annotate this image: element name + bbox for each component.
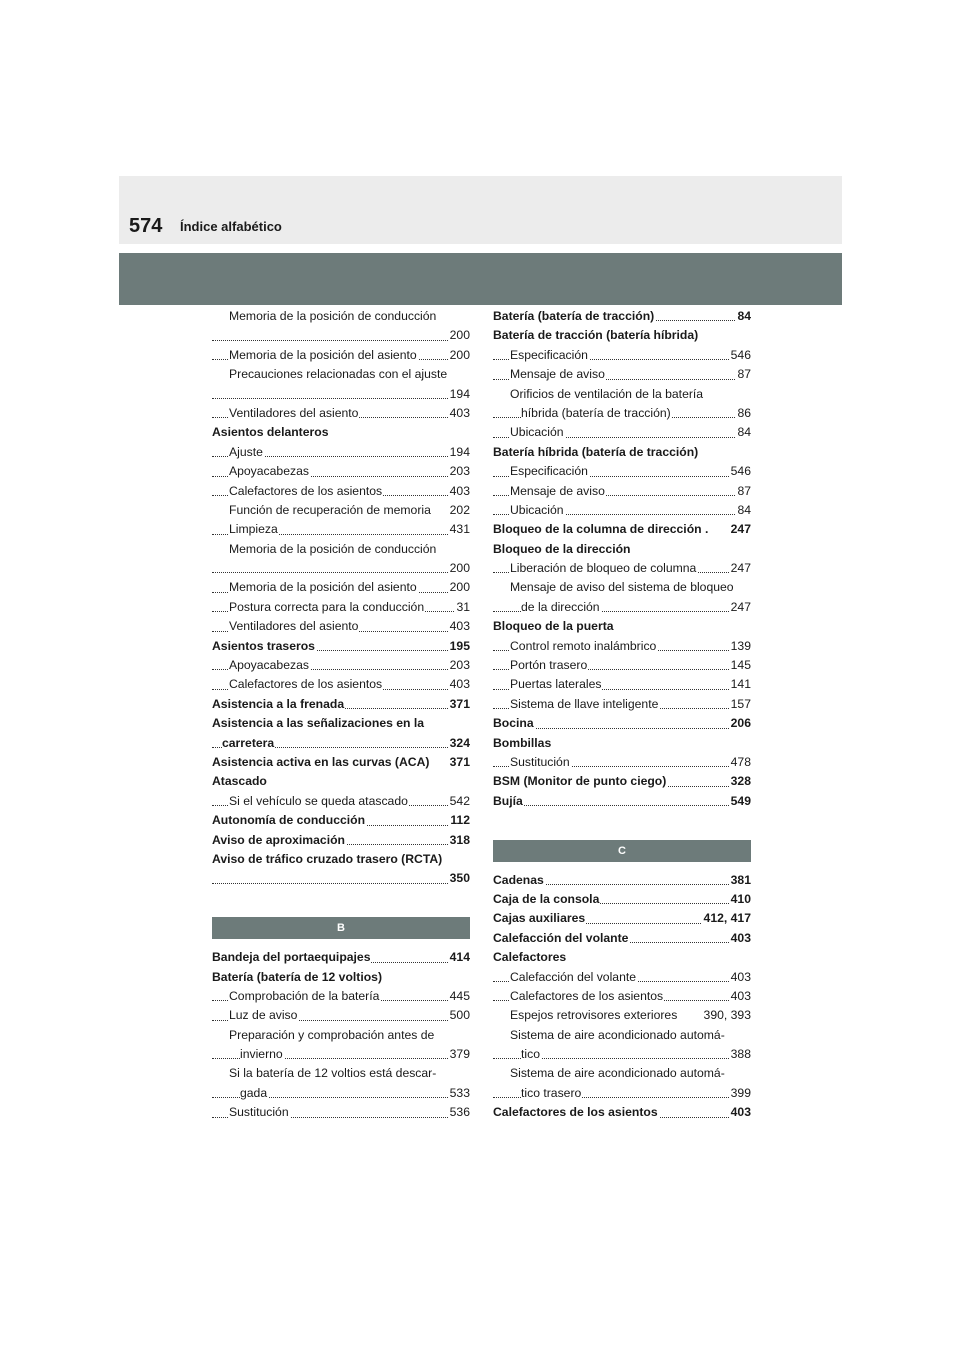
index-entry	[212, 385, 470, 404]
index-column-left	[212, 307, 470, 1123]
index-entry-page: 388	[729, 1045, 751, 1064]
index-entry-page: 381	[729, 871, 751, 890]
index-entry-page: 431	[448, 520, 470, 539]
index-entry-page: 203	[448, 656, 470, 675]
index-entry	[493, 1084, 751, 1103]
index-entry-page: 403	[448, 675, 470, 694]
index-entry	[493, 1006, 751, 1025]
index-entry-text: Luz de aviso	[229, 1008, 298, 1023]
index-entry-page: 31	[454, 598, 470, 617]
index-entry	[493, 540, 751, 559]
index-entry	[212, 734, 470, 753]
index-entry-page: 403	[729, 968, 751, 987]
index-entry	[493, 520, 751, 539]
section-title: Índice alfabético	[180, 219, 282, 234]
index-entry-text: Aviso de aproximación	[212, 832, 345, 847]
index-entry-text: gada	[240, 1085, 268, 1100]
index-entry-page: 247	[729, 598, 751, 617]
index-entry-text: Calefactores	[493, 950, 567, 965]
index-entry	[493, 443, 751, 462]
index-entry-page: 157	[729, 695, 751, 714]
index-entry	[212, 404, 470, 423]
index-entry	[212, 948, 470, 967]
index-entry-text: Orificios de ventilación de la batería	[510, 386, 704, 401]
index-entry-text: Sustitución	[229, 1105, 289, 1120]
index-entry-page: 542	[448, 792, 470, 811]
index-entry	[212, 968, 470, 987]
index-entry	[212, 598, 470, 617]
index-entry-page: 200	[448, 578, 470, 597]
index-entry	[493, 365, 751, 384]
index-entry-page: 112	[448, 811, 470, 830]
index-entry-page: 200	[448, 326, 470, 345]
index-entry-text: Apoyacabezas	[229, 464, 309, 479]
index-entry-text: Calefacción del volante	[510, 969, 637, 984]
index-entry	[493, 423, 751, 442]
index-entry	[212, 559, 470, 578]
index-entry-text: Mensaje de aviso	[510, 367, 605, 382]
index-entry-text: Ubicación	[510, 425, 564, 440]
index-entry-page: 412, 417	[702, 909, 751, 928]
index-entry-text: de la dirección	[521, 599, 600, 614]
index-entry	[493, 909, 751, 928]
index-entry-text: tico	[521, 1047, 540, 1062]
index-entry-page: 371	[448, 695, 470, 714]
index-entry	[493, 695, 751, 714]
index-entry	[212, 753, 470, 772]
index-entry	[212, 540, 470, 559]
index-entry-text: Calefactores de los asientos	[493, 1105, 658, 1120]
index-entry-text: Bombillas	[493, 735, 552, 750]
index-entry-page: 87	[735, 365, 751, 384]
index-entry-page: 84	[735, 307, 751, 326]
index-entry-text: Control remoto inalámbrico	[510, 638, 657, 653]
index-entry	[212, 792, 470, 811]
index-entry	[212, 462, 470, 481]
index-entry-text: Ventiladores del asiento	[229, 619, 359, 634]
index-entry-page: 403	[448, 482, 470, 501]
index-entry-page: 206	[729, 714, 751, 733]
index-entry-page: 549	[729, 792, 751, 811]
index-entry-text: Cadenas	[493, 872, 544, 887]
index-entry	[493, 656, 751, 675]
dot-leader	[212, 883, 470, 884]
index-entry	[493, 462, 751, 481]
index-entry	[493, 501, 751, 520]
index-entry-text: Puertas laterales	[510, 677, 602, 692]
page-number: 574	[129, 215, 163, 237]
index-entry-text	[240, 561, 241, 575]
index-entry-page: 403	[448, 617, 470, 636]
index-entry	[493, 890, 751, 909]
index-entry-text: Batería de tracción (batería híbrida)	[493, 328, 699, 343]
index-entry-text: Caja de la consola	[493, 891, 600, 906]
index-entry	[493, 637, 751, 656]
index-entry-page: 399	[729, 1084, 751, 1103]
index-entry	[493, 617, 751, 636]
index-entry-text: Portón trasero	[510, 658, 588, 673]
index-entry	[493, 307, 751, 326]
index-entry	[493, 792, 751, 811]
index-entry-text: Aviso de tráfico cruzado trasero (RCTA)	[212, 851, 443, 866]
index-entry	[212, 520, 470, 539]
index-entry	[493, 559, 751, 578]
index-column-right	[493, 307, 751, 1123]
index-entry-page: 194	[448, 443, 470, 462]
spacer	[493, 811, 751, 830]
index-entry	[493, 772, 751, 791]
index-entry-page: 445	[448, 987, 470, 1006]
index-entry	[493, 1045, 751, 1064]
index-entry-text: Limpieza	[229, 522, 278, 537]
index-entry-text: Calefactores de los asientos	[229, 483, 383, 498]
index-entry	[212, 1103, 470, 1122]
index-entry-text: Sistema de llave inteligente	[510, 696, 659, 711]
index-entry	[493, 578, 751, 597]
index-entry-page: 200	[448, 346, 470, 365]
index-entry-text: Asientos traseros	[212, 638, 315, 653]
index-entry-text: Asientos delanteros	[212, 425, 329, 440]
index-entry-page: 202	[448, 501, 470, 520]
letter-heading-b: B	[212, 917, 470, 939]
index-entry-text: Sistema de aire acondicionado automá-	[510, 1066, 725, 1081]
index-entry	[493, 326, 751, 345]
index-entry-page: 247	[729, 520, 751, 539]
index-entry-text: Especificación	[510, 464, 588, 479]
index-entry-text: Ubicación	[510, 502, 564, 517]
index-entry-page: 478	[729, 753, 751, 772]
index-entry-text: Apoyacabezas	[229, 658, 309, 673]
index-entry-text: Si la batería de 12 voltios está descar-	[229, 1066, 437, 1081]
index-entry	[493, 1026, 751, 1045]
index-entry-text: Calefacción del volante	[493, 930, 629, 945]
index-entry-text: Bloqueo de la puerta	[493, 619, 614, 634]
index-entry-page: 546	[729, 462, 751, 481]
index-entry-text: Calefactores de los asientos	[229, 677, 383, 692]
dot-leader	[212, 340, 470, 341]
index-entry-page: 403	[729, 1103, 751, 1122]
index-entry-text: Bocina	[493, 716, 534, 731]
index-entry	[493, 482, 751, 501]
index-entry-text: Comprobación de la batería	[229, 988, 380, 1003]
index-entry-text: Mensaje de aviso del sistema de bloqueo	[510, 580, 734, 595]
index-entry-page: 84	[735, 423, 751, 442]
index-entry-text: Bujía	[493, 793, 523, 808]
index-entry-page: 324	[448, 734, 470, 753]
index-entry-page: 194	[448, 385, 470, 404]
dot-leader	[212, 398, 470, 399]
spacer	[212, 889, 470, 908]
index-entry-text: Liberación de bloqueo de columna	[510, 561, 697, 576]
index-entry-page: 195	[448, 637, 470, 656]
index-entry-text: BSM (Monitor de punto ciego)	[493, 774, 667, 789]
index-entry-text: Asistencia a la frenada	[212, 696, 345, 711]
dot-leader	[212, 572, 470, 573]
index-entry-text	[240, 387, 241, 401]
index-entry	[493, 734, 751, 753]
header-gray-band	[119, 253, 842, 305]
index-entry-page: 84	[735, 501, 751, 520]
index-entry-page: 403	[729, 987, 751, 1006]
dot-leader	[493, 805, 751, 806]
index-entry	[493, 1064, 751, 1083]
index-entry	[493, 753, 751, 772]
index-entry-page: 533	[448, 1084, 470, 1103]
index-entry	[212, 850, 470, 869]
index-entry	[212, 346, 470, 365]
index-entry-text: Batería (batería de 12 voltios)	[212, 969, 383, 984]
index-entry-text: Asistencia activa en las curvas (ACA)	[212, 754, 430, 769]
index-entry-text: Bandeja del portaequipajes	[212, 950, 371, 965]
index-entry	[212, 501, 470, 520]
index-entry-text: Calefactores de los asientos	[510, 988, 664, 1003]
index-entry-text: Función de recuperación de memoria	[229, 502, 431, 517]
index-entry-page: 328	[729, 772, 751, 791]
index-entry-text	[222, 871, 223, 885]
index-entry-page: 86	[735, 404, 751, 423]
index-entry-page: 379	[448, 1045, 470, 1064]
index-entry-text: Memoria de la posición de conducción	[229, 309, 437, 323]
index-entry-text: Autonomía de conducción	[212, 813, 366, 828]
index-entry-page: 139	[729, 637, 751, 656]
index-entry-page: 318	[448, 831, 470, 850]
index-entry	[212, 307, 470, 326]
index-entry-text: Ventiladores del asiento	[229, 405, 359, 420]
index-entry	[493, 714, 751, 733]
index-entry	[212, 578, 470, 597]
index-entry-text: Memoria de la posición de conducción	[229, 541, 437, 556]
index-entry-text: Cajas auxiliares	[493, 911, 586, 926]
index-entry-text: Atascado	[212, 774, 267, 789]
index-entry-text: Si el vehículo se queda atascado	[229, 793, 408, 808]
index-entry-page: 141	[729, 675, 751, 694]
index-entry	[493, 871, 751, 890]
index-entry-text: Sustitución	[510, 754, 570, 769]
index-entry-page: 403	[729, 929, 751, 948]
index-entry-page: 371	[448, 753, 470, 772]
index-entry	[212, 714, 470, 733]
index-entry	[212, 365, 470, 384]
index-entry	[493, 929, 751, 948]
index-entry	[212, 811, 470, 830]
index-entry	[493, 385, 751, 404]
index-entry-page: 536	[448, 1103, 470, 1122]
index-entry	[493, 346, 751, 365]
index-entry-page: 203	[448, 462, 470, 481]
index-entry	[493, 968, 751, 987]
index-entry-text: híbrida (batería de tracción)	[521, 405, 671, 420]
index-entry-text: Preparación y comprobación antes de	[229, 1027, 435, 1042]
index-entry	[212, 1064, 470, 1083]
index-entry-text: Memoria de la posición del asiento	[229, 347, 417, 362]
index-entry-text: invierno	[240, 1047, 283, 1062]
index-entry	[212, 869, 470, 888]
index-entry-page: 350	[448, 869, 470, 888]
index-entry	[493, 404, 751, 423]
index-entry-page: 546	[729, 346, 751, 365]
index-entry	[212, 423, 470, 442]
index-entry	[493, 987, 751, 1006]
index-entry-text: Bloqueo de la columna de dirección .	[493, 522, 709, 537]
index-entry	[212, 326, 470, 345]
index-entry	[212, 617, 470, 636]
index-entry	[493, 948, 751, 967]
index-entry	[212, 831, 470, 850]
index-entry	[212, 987, 470, 1006]
index-entry	[212, 443, 470, 462]
index-entry-page: 200	[448, 559, 470, 578]
index-entry	[493, 598, 751, 617]
index-entry	[212, 482, 470, 501]
index-entry-text: Asistencia a las señalizaciones en la	[212, 716, 425, 731]
index-entry	[212, 695, 470, 714]
index-entry-text: tico trasero	[521, 1085, 582, 1100]
index-entry	[212, 656, 470, 675]
index-entry-page: 247	[729, 559, 751, 578]
index-entry-text: Espejos retrovisores exteriores	[510, 1008, 678, 1023]
index-entry-text: Memoria de la posición del asiento	[229, 580, 417, 595]
index-entry-page: 410	[729, 890, 751, 909]
index-entry	[493, 675, 751, 694]
letter-heading-c: C	[493, 840, 751, 862]
index-entry-text: Postura correcta para la conducción	[229, 599, 425, 614]
index-entry-page: 145	[729, 656, 751, 675]
index-entry-text: Bloqueo de la dirección	[493, 541, 631, 556]
index-entry-page: 414	[448, 948, 470, 967]
index-entry-text: Batería (batería de tracción)	[493, 309, 655, 323]
index-entry-text: Sistema de aire acondicionado automá-	[510, 1027, 725, 1042]
index-entry-text: Batería híbrida (batería de tracción)	[493, 444, 699, 459]
index-entry-text: Precauciones relacionadas con el ajuste	[229, 367, 448, 382]
index-entry-page: 390, 393	[702, 1006, 751, 1025]
index-entry-page: 500	[448, 1006, 470, 1025]
index-entry	[212, 1084, 470, 1103]
index-entry	[212, 675, 470, 694]
index-entry	[212, 772, 470, 791]
index-entry-text: Ajuste	[229, 444, 263, 459]
index-entry-text: carretera	[222, 735, 275, 750]
index-entry	[493, 1103, 751, 1122]
index-entry-text	[240, 328, 241, 342]
index-entry	[212, 1045, 470, 1064]
index-entry	[212, 637, 470, 656]
index-entry	[212, 1026, 470, 1045]
index-entry-page: 87	[735, 482, 751, 501]
index-entry-page: 403	[448, 404, 470, 423]
index-entry	[212, 1006, 470, 1025]
index-entry-text: Especificación	[510, 347, 588, 362]
index-entry-text: Mensaje de aviso	[510, 483, 605, 498]
